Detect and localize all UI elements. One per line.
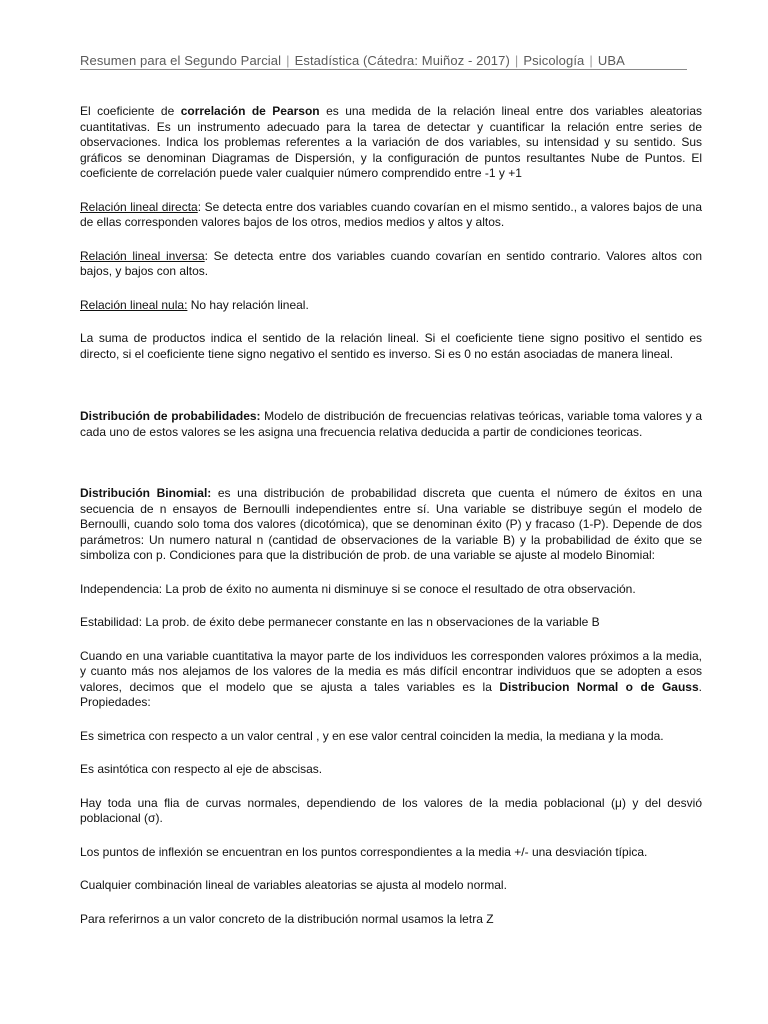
directa-term: Relación lineal directa [80, 199, 198, 214]
header-career: Psicología [523, 53, 585, 68]
header-course: Resumen para el Segundo Parcial [80, 53, 282, 68]
property-paragraph: Es simetrica con respecto a un valor central , y en ese valor central coinciden la media, la mediana y la moda. [80, 728, 664, 743]
header-separator: | [286, 53, 290, 68]
normal-text: . Propiedades: [80, 679, 703, 709]
independencia-paragraph: Independencia: La prob de éxito no aumenta ni disminuye si se conoce el resultado de otra observación. [80, 581, 636, 596]
nula-text: No hay relación lineal. [187, 297, 309, 312]
probabilidades-term: Distribución de probabilidades: [80, 409, 261, 423]
normal-intro: Cuando en una variable cuantitativa la mayor parte de los individuos les corresponden valores próximos a la media, y cuanto más nos alejamos de los valores de la media es más difícil encontrar individuos que se adopten a esos valores, decimos que el modelo que se ajusta a tales variables es la [80, 648, 702, 694]
page-header [80, 53, 687, 70]
property-paragraph: Es asintótica con respecto al eje de abscisas. [80, 762, 323, 776]
nula-paragraph [80, 298, 702, 314]
pearson-paragraph [80, 104, 702, 182]
probabilidades-text: Modelo de distribución de frecuencias relativas teóricas, variable toma valores y a cada uno de estos valores se les asigna una frecuencia relativa deducida a partir de condiciones teoricas. [80, 409, 702, 439]
binomial-text: es una distribución de probabilidad discreta que cuenta el número de éxitos en una secuencia de n ensayos de Bernoulli independientes entre sí. Una variable se distribuye según el modelo de Bernoulli, cuando solo toma dos valores (dicotómica), que se denominan éxito (P) y fracaso (1-P). Depende de dos parámetros: Un numero natural n (cantidad de observaciones de la variable B) y la probabilidad de éxito que se simboliza con p. Condiciones para que la distribución de prob. de una variable se ajuste al modelo Binomial: [80, 486, 702, 562]
normal-term: Distribucion Normal o de Gauss [499, 679, 699, 694]
header-subject: Estadística (Cátedra: Muiñoz - 2017) [294, 53, 510, 68]
inversa-term: Relación lineal inversa [80, 248, 205, 263]
inversa-text: : Se detecta entre dos variables cuando covarían en sentido contrario. Valores altos con bajos, y bajos con altos. [80, 248, 702, 278]
header-separator: | [514, 53, 519, 68]
directa-paragraph [80, 200, 702, 231]
nula-term: Relación lineal nula: [80, 297, 188, 312]
directa-text: : Se detecta entre dos variables cuando covarían en el mismo sentido., a valores bajos de una de ellas corresponden valores bajos de los otros, medios medios y altos y altos. [80, 199, 702, 229]
property-paragraph: Cualquier combinación lineal de variables aleatorias se ajusta al modelo normal. [80, 878, 507, 892]
inversa-paragraph [80, 249, 702, 280]
pearson-text: es una medida de la relación lineal entre dos variables aleatorias cuantitativas. Es un instrumento adecuado para la tarea de detectar y cuantificar la relación entre series de observaciones. Indica los problemas referentes a la variación de dos variables, su intensidad y su sentido. Sus gráficos se denominan Diagramas de Dispersión, y la configuración de puntos resultantes Nube de Puntos. El coeficiente de correlación puede valer cualquier número comprendido entre -1 y +1 [80, 104, 702, 180]
document-body [80, 104, 702, 927]
pearson-intro: El coeficiente de [80, 104, 181, 118]
header-university: UBA [597, 53, 625, 68]
header-separator: | [589, 53, 593, 68]
normal-paragraph [80, 649, 702, 711]
property-paragraph: Los puntos de inflexión se encuentran en los puntos correspondientes a la media +/- una desviación típica. [80, 844, 648, 859]
binomial-paragraph [80, 486, 702, 564]
property-paragraph: Para referirnos a un valor concreto de la distribución normal usamos la letra Z [80, 911, 494, 926]
property-paragraph: Hay toda una flia de curvas normales, dependiendo de los valores de la media poblacional (μ) y del desvió poblacional (σ). [80, 795, 702, 825]
binomial-term: Distribución Binomial: [80, 486, 212, 500]
estabilidad-paragraph: Estabilidad: La prob. de éxito debe permanecer constante en las n observaciones de la variable B [80, 615, 600, 629]
probabilidades-paragraph [80, 409, 702, 440]
suma-paragraph: La suma de productos indica el sentido de la relación lineal. Si el coeficiente tiene signo positivo el sentido es directo, si el coeficiente tiene signo negativo el sentido es inverso. Si es 0 no están asociadas de manera lineal. [80, 331, 702, 361]
pearson-term: correlación de Pearson [180, 104, 320, 118]
